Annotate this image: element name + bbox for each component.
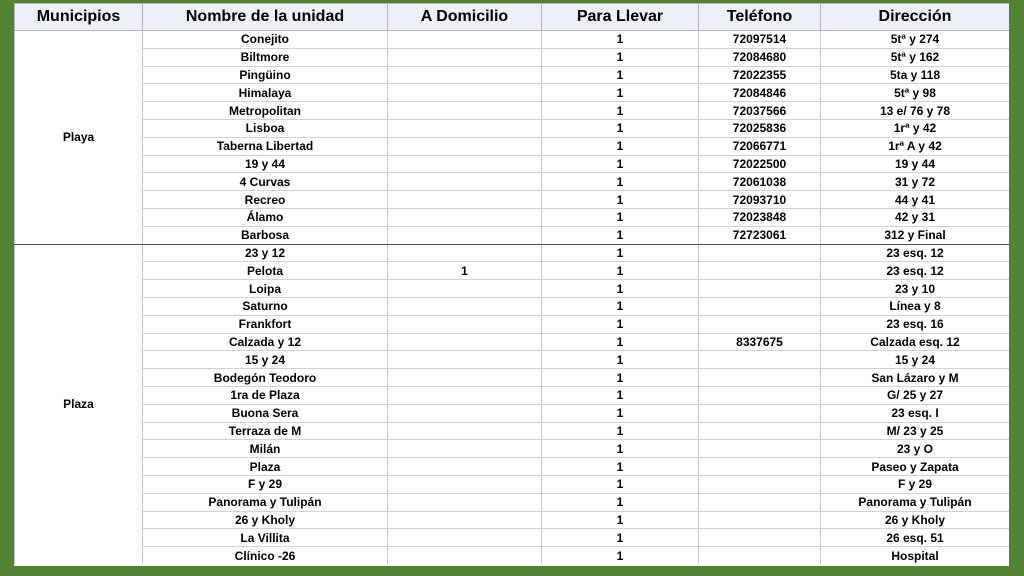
- telefono-cell: [699, 297, 821, 315]
- telefono-cell: [699, 244, 821, 262]
- llevar-cell: 1: [542, 48, 699, 66]
- direccion-cell: 31 y 72: [821, 173, 1010, 191]
- table-row: [15, 404, 1010, 422]
- nombre-cell: F y 29: [143, 475, 388, 493]
- direccion-cell: 23 y 10: [821, 280, 1010, 298]
- direccion-cell: San Lázaro y M: [821, 369, 1010, 387]
- nombre-cell: Taberna Libertad: [143, 137, 388, 155]
- domicilio-cell: [388, 351, 542, 369]
- nombre-cell: Lisboa: [143, 119, 388, 137]
- nombre-cell: Barbosa: [143, 226, 388, 244]
- table-body: [15, 31, 1010, 564]
- telefono-cell: 72066771: [699, 137, 821, 155]
- nombre-cell: 19 y 44: [143, 155, 388, 173]
- nombre-cell: Plaza: [143, 458, 388, 476]
- direccion-cell: F y 29: [821, 475, 1010, 493]
- header-telefono: Teléfono: [699, 4, 821, 31]
- domicilio-cell: [388, 529, 542, 547]
- llevar-cell: 1: [542, 475, 699, 493]
- direccion-cell: 23 esq. 12: [821, 244, 1010, 262]
- nombre-cell: Milán: [143, 440, 388, 458]
- table-frame: [14, 3, 1009, 566]
- nombre-cell: Clínico -26: [143, 547, 388, 564]
- domicilio-cell: [388, 511, 542, 529]
- domicilio-cell: [388, 191, 542, 209]
- direccion-cell: 23 y O: [821, 440, 1010, 458]
- telefono-cell: 72084846: [699, 84, 821, 102]
- table-row: [15, 315, 1010, 333]
- telefono-cell: [699, 547, 821, 564]
- llevar-cell: 1: [542, 102, 699, 120]
- domicilio-cell: [388, 208, 542, 226]
- direccion-cell: 13 e/ 76 y 78: [821, 102, 1010, 120]
- direccion-cell: Hospital: [821, 547, 1010, 564]
- direccion-cell: 1rª y 42: [821, 119, 1010, 137]
- nombre-cell: Panorama y Tulipán: [143, 493, 388, 511]
- telefono-cell: 72022355: [699, 66, 821, 84]
- table-row: [15, 262, 1010, 280]
- direccion-cell: 5ta y 118: [821, 66, 1010, 84]
- nombre-cell: Metropolitan: [143, 102, 388, 120]
- telefono-cell: [699, 262, 821, 280]
- table-row: [15, 226, 1010, 244]
- nombre-cell: Conejito: [143, 31, 388, 49]
- llevar-cell: 1: [542, 315, 699, 333]
- table-row: [15, 155, 1010, 173]
- telefono-cell: [699, 315, 821, 333]
- telefono-cell: [699, 404, 821, 422]
- telefono-cell: 72097514: [699, 31, 821, 49]
- llevar-cell: 1: [542, 66, 699, 84]
- nombre-cell: Loipa: [143, 280, 388, 298]
- domicilio-cell: [388, 475, 542, 493]
- llevar-cell: 1: [542, 458, 699, 476]
- nombre-cell: Pingüino: [143, 66, 388, 84]
- table-header: [15, 4, 1010, 31]
- domicilio-cell: [388, 458, 542, 476]
- table-row: [15, 297, 1010, 315]
- nombre-cell: Biltmore: [143, 48, 388, 66]
- municipio-cell: Plaza: [15, 244, 143, 564]
- llevar-cell: 1: [542, 155, 699, 173]
- table-row: [15, 66, 1010, 84]
- llevar-cell: 1: [542, 226, 699, 244]
- table-row: [15, 102, 1010, 120]
- telefono-cell: 8337675: [699, 333, 821, 351]
- nombre-cell: 1ra de Plaza: [143, 386, 388, 404]
- nombre-cell: Pelota: [143, 262, 388, 280]
- telefono-cell: [699, 493, 821, 511]
- header-municipios: Municipios: [15, 4, 143, 31]
- domicilio-cell: [388, 119, 542, 137]
- municipio-cell: Playa: [15, 31, 143, 245]
- header-nombre: Nombre de la unidad: [143, 4, 388, 31]
- llevar-cell: 1: [542, 493, 699, 511]
- llevar-cell: 1: [542, 208, 699, 226]
- telefono-cell: [699, 458, 821, 476]
- nombre-cell: 23 y 12: [143, 244, 388, 262]
- table-row: [15, 119, 1010, 137]
- llevar-cell: 1: [542, 119, 699, 137]
- llevar-cell: 1: [542, 511, 699, 529]
- llevar-cell: 1: [542, 369, 699, 387]
- domicilio-cell: [388, 137, 542, 155]
- telefono-cell: 72723061: [699, 226, 821, 244]
- telefono-cell: [699, 386, 821, 404]
- table-row: [15, 369, 1010, 387]
- table-row: [15, 493, 1010, 511]
- nombre-cell: Frankfort: [143, 315, 388, 333]
- telefono-cell: [699, 511, 821, 529]
- llevar-cell: 1: [542, 333, 699, 351]
- direccion-cell: G/ 25 y 27: [821, 386, 1010, 404]
- llevar-cell: 1: [542, 547, 699, 564]
- telefono-cell: 72037566: [699, 102, 821, 120]
- direccion-cell: 312 y Final: [821, 226, 1010, 244]
- direccion-cell: Paseo y Zapata: [821, 458, 1010, 476]
- llevar-cell: 1: [542, 404, 699, 422]
- direccion-cell: 44 y 41: [821, 191, 1010, 209]
- domicilio-cell: [388, 173, 542, 191]
- nombre-cell: Álamo: [143, 208, 388, 226]
- telefono-cell: [699, 440, 821, 458]
- domicilio-cell: 1: [388, 262, 542, 280]
- direccion-cell: Calzada esq. 12: [821, 333, 1010, 351]
- nombre-cell: Himalaya: [143, 84, 388, 102]
- direccion-cell: 5tª y 274: [821, 31, 1010, 49]
- table-row: [15, 422, 1010, 440]
- units-table: [14, 3, 1009, 564]
- domicilio-cell: [388, 66, 542, 84]
- llevar-cell: 1: [542, 440, 699, 458]
- header-direccion: Dirección: [821, 4, 1010, 31]
- llevar-cell: 1: [542, 244, 699, 262]
- domicilio-cell: [388, 493, 542, 511]
- telefono-cell: 72022500: [699, 155, 821, 173]
- table-row: [15, 84, 1010, 102]
- table-row: [15, 529, 1010, 547]
- direccion-cell: M/ 23 y 25: [821, 422, 1010, 440]
- table-row: [15, 475, 1010, 493]
- table-row: [15, 31, 1010, 49]
- domicilio-cell: [388, 333, 542, 351]
- nombre-cell: Saturno: [143, 297, 388, 315]
- table-row: [15, 386, 1010, 404]
- header-domicilio: A Domicilio: [388, 4, 542, 31]
- domicilio-cell: [388, 547, 542, 564]
- llevar-cell: 1: [542, 351, 699, 369]
- table-row: [15, 173, 1010, 191]
- domicilio-cell: [388, 226, 542, 244]
- llevar-cell: 1: [542, 297, 699, 315]
- domicilio-cell: [388, 440, 542, 458]
- table-row: [15, 208, 1010, 226]
- direccion-cell: 26 esq. 51: [821, 529, 1010, 547]
- table-row: [15, 137, 1010, 155]
- direccion-cell: 5tª y 98: [821, 84, 1010, 102]
- domicilio-cell: [388, 369, 542, 387]
- llevar-cell: 1: [542, 191, 699, 209]
- direccion-cell: 15 y 24: [821, 351, 1010, 369]
- domicilio-cell: [388, 155, 542, 173]
- domicilio-cell: [388, 31, 542, 49]
- direccion-cell: 23 esq. 16: [821, 315, 1010, 333]
- llevar-cell: 1: [542, 280, 699, 298]
- nombre-cell: Calzada y 12: [143, 333, 388, 351]
- telefono-cell: [699, 529, 821, 547]
- llevar-cell: 1: [542, 422, 699, 440]
- table-row: [15, 458, 1010, 476]
- telefono-cell: [699, 475, 821, 493]
- table-row: [15, 547, 1010, 564]
- domicilio-cell: [388, 84, 542, 102]
- telefono-cell: [699, 280, 821, 298]
- direccion-cell: 23 esq. I: [821, 404, 1010, 422]
- llevar-cell: 1: [542, 262, 699, 280]
- table-row: [15, 440, 1010, 458]
- llevar-cell: 1: [542, 173, 699, 191]
- table-row: [15, 333, 1010, 351]
- table-row: [15, 351, 1010, 369]
- llevar-cell: 1: [542, 529, 699, 547]
- direccion-cell: 1rª A y 42: [821, 137, 1010, 155]
- telefono-cell: [699, 422, 821, 440]
- domicilio-cell: [388, 315, 542, 333]
- telefono-cell: 72084680: [699, 48, 821, 66]
- llevar-cell: 1: [542, 137, 699, 155]
- header-llevar: Para Llevar: [542, 4, 699, 31]
- nombre-cell: Buona Sera: [143, 404, 388, 422]
- domicilio-cell: [388, 386, 542, 404]
- direccion-cell: Panorama y Tulipán: [821, 493, 1010, 511]
- direccion-cell: 5tª y 162: [821, 48, 1010, 66]
- nombre-cell: 15 y 24: [143, 351, 388, 369]
- domicilio-cell: [388, 422, 542, 440]
- domicilio-cell: [388, 244, 542, 262]
- table-row: [15, 244, 1010, 262]
- llevar-cell: 1: [542, 84, 699, 102]
- telefono-cell: [699, 351, 821, 369]
- telefono-cell: 72093710: [699, 191, 821, 209]
- nombre-cell: 26 y Kholy: [143, 511, 388, 529]
- telefono-cell: 72061038: [699, 173, 821, 191]
- direccion-cell: 42 y 31: [821, 208, 1010, 226]
- table-row: [15, 280, 1010, 298]
- llevar-cell: 1: [542, 386, 699, 404]
- table-row: [15, 511, 1010, 529]
- table-row: [15, 48, 1010, 66]
- direccion-cell: Línea y 8: [821, 297, 1010, 315]
- nombre-cell: Bodegón Teodoro: [143, 369, 388, 387]
- direccion-cell: 26 y Kholy: [821, 511, 1010, 529]
- domicilio-cell: [388, 280, 542, 298]
- direccion-cell: 19 y 44: [821, 155, 1010, 173]
- nombre-cell: La Villita: [143, 529, 388, 547]
- direccion-cell: 23 esq. 12: [821, 262, 1010, 280]
- domicilio-cell: [388, 48, 542, 66]
- domicilio-cell: [388, 297, 542, 315]
- domicilio-cell: [388, 404, 542, 422]
- table-row: [15, 191, 1010, 209]
- nombre-cell: Recreo: [143, 191, 388, 209]
- telefono-cell: 72023848: [699, 208, 821, 226]
- telefono-cell: [699, 369, 821, 387]
- llevar-cell: 1: [542, 31, 699, 49]
- nombre-cell: 4 Curvas: [143, 173, 388, 191]
- domicilio-cell: [388, 102, 542, 120]
- telefono-cell: 72025836: [699, 119, 821, 137]
- nombre-cell: Terraza de M: [143, 422, 388, 440]
